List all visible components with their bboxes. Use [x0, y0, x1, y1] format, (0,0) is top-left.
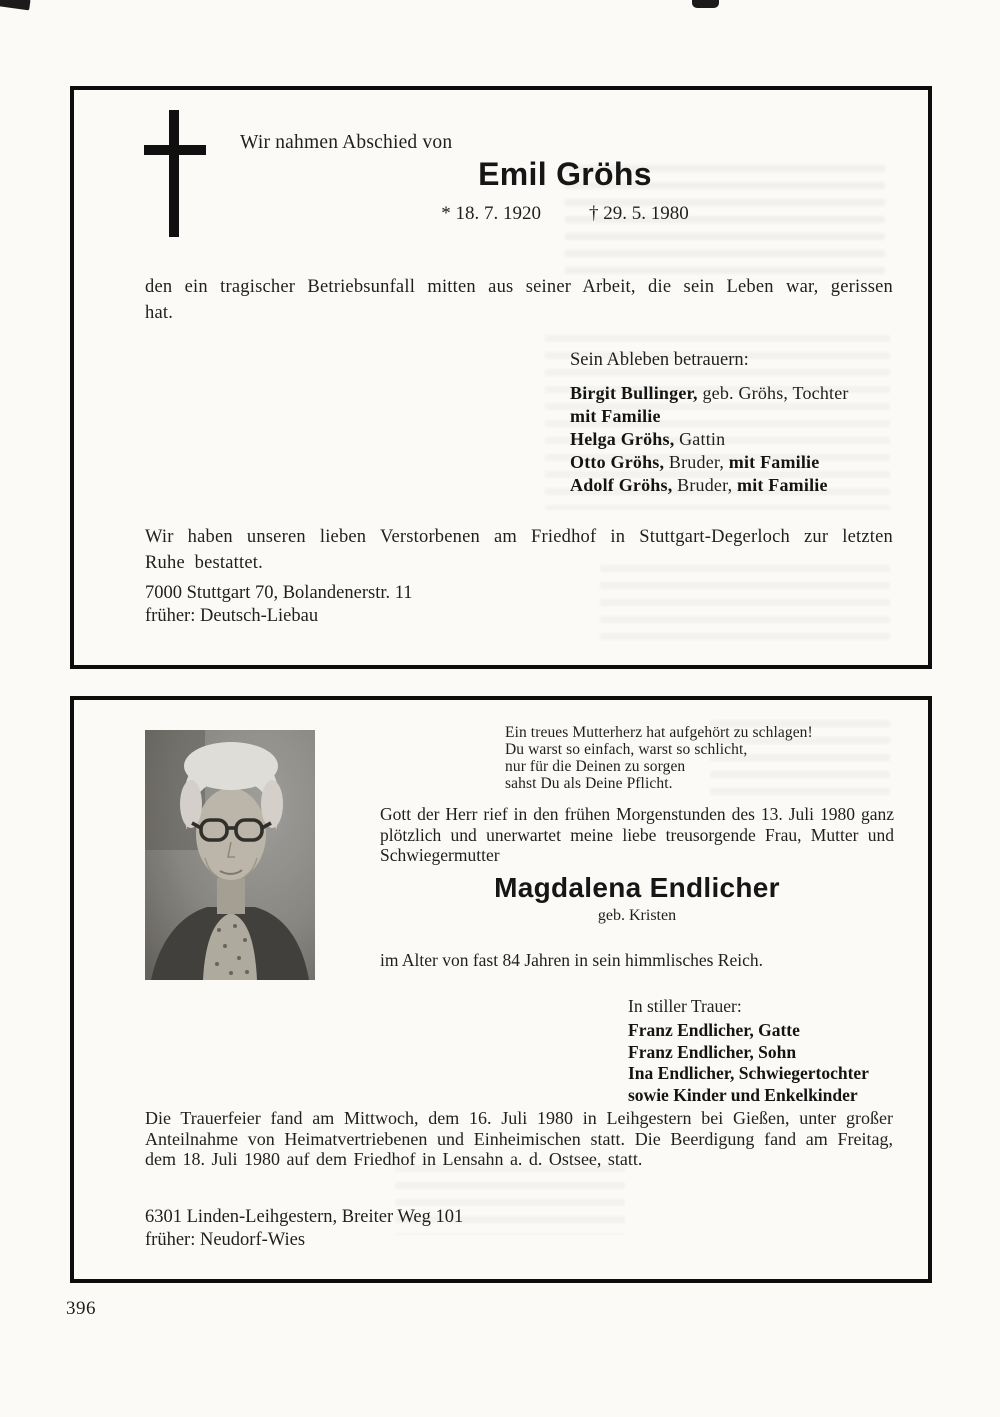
mourner-name: Birgit Bullinger, [570, 383, 698, 403]
mourners-list [570, 382, 849, 497]
deceased-name: Emil Gröhs [478, 156, 652, 192]
death-announcement-paragraph: Gott der Herr rief in den frühen Morgenstunden des 13. Juli 1980 ganz plötzlich und unerwartet meine liebe treusorgende Frau, Mutter und Schwiegermutter [380, 804, 894, 865]
mourner-name: Adolf Gröhs, [570, 475, 673, 495]
mourner-name: Helga Gröhs, [570, 429, 675, 449]
address-line: 7000 Stuttgart 70, Bolandenerstr. 11 [145, 583, 413, 603]
portrait-illustration [145, 730, 315, 980]
page-number: 396 [66, 1298, 96, 1319]
mourner-name: mit Familie [570, 406, 661, 426]
mourner-relation: geb. Gröhs, Tochter [697, 383, 849, 403]
mourner-line [570, 405, 849, 428]
verse-line: Ein treues Mutterherz hat aufgehört zu schlagen! [505, 724, 813, 741]
birth-date: * 18. 7. 1920 [441, 203, 541, 224]
opening-paragraph: den ein tragischer Betriebsunfall mitten aus seiner Arbeit, die sein Leben war, gerissen hat. [145, 277, 893, 323]
mourner-line: Franz Endlicher, Gatte [628, 1020, 800, 1040]
death-date: † 29. 5. 1980 [589, 203, 689, 224]
obituary-notice-magdalena-endlicher [70, 696, 932, 1283]
farewell-intro: Wir nahmen Abschied von [240, 132, 453, 153]
mourning-intro: Sein Ableben betrauern: [570, 350, 749, 370]
mourner-name: Otto Gröhs, [570, 452, 665, 472]
memorial-verse [505, 724, 813, 792]
mourning-intro: In stiller Trauer: [628, 996, 742, 1016]
address-block [145, 1206, 463, 1252]
mourner-suffix: mit Familie [728, 452, 820, 472]
mourner-line [570, 382, 849, 405]
portrait-photo [145, 730, 315, 980]
former-residence-line: früher: Deutsch-Liebau [145, 606, 319, 626]
scan-artifact [692, 0, 719, 8]
burial-paragraph: Wir haben unseren lieben Verstorbenen am Friedhof in Stuttgart-Degerloch zur letzten Ruhe bestattet. [145, 527, 893, 573]
scan-artifact [0, 0, 31, 10]
mourner-line [570, 428, 849, 451]
former-residence-line: früher: Neudorf-Wies [145, 1230, 306, 1250]
mourners-list [628, 1020, 869, 1106]
cross-vertical-bar [169, 110, 179, 237]
mourner-relation: Gattin [674, 429, 726, 449]
address-block [145, 582, 413, 628]
verse-line: nur für die Deinen zu sorgen [505, 758, 686, 775]
mourner-line [570, 451, 849, 474]
life-dates [200, 203, 930, 225]
deceased-name-block [380, 872, 894, 925]
obituary-notice-emil-groehs [70, 86, 932, 669]
deceased-name: Magdalena Endlicher [494, 872, 780, 903]
mourner-suffix: mit Familie [737, 475, 828, 495]
mourner-relation: Bruder, [664, 452, 729, 472]
address-line: 6301 Linden-Leihgestern, Breiter Weg 101 [145, 1207, 464, 1227]
mourner-line: Ina Endlicher, Schwiegertochter [628, 1063, 869, 1083]
cross-icon [144, 110, 206, 237]
maiden-name: geb. Kristen [597, 907, 677, 924]
mourner-line: Franz Endlicher, Sohn [628, 1041, 797, 1062]
verse-line: Du warst so einfach, warst so schlicht, [505, 741, 748, 758]
cross-horizontal-bar [144, 145, 206, 155]
verse-line: sahst Du als Deine Pflicht. [505, 775, 673, 792]
mourner-relation: Bruder, [672, 475, 737, 495]
mourner-line: sowie Kinder und Enkelkinder [628, 1084, 858, 1105]
funeral-paragraph: Die Trauerfeier fand am Mittwoch, dem 16. Juli 1980 in Leihgestern bei Gießen, unter großer Anteilnahme von Heimatvertriebenen und Einheimischen statt. Die Beerdigung fand am Freitag, dem 18. Juli 1980 auf dem Friedhof in Lensahn a. d. Ostsee, statt. [145, 1108, 893, 1169]
deceased-name-block [200, 156, 930, 225]
mourner-line [570, 474, 849, 497]
closing-line: im Alter von fast 84 Jahren in sein himmlisches Reich. [380, 950, 763, 970]
